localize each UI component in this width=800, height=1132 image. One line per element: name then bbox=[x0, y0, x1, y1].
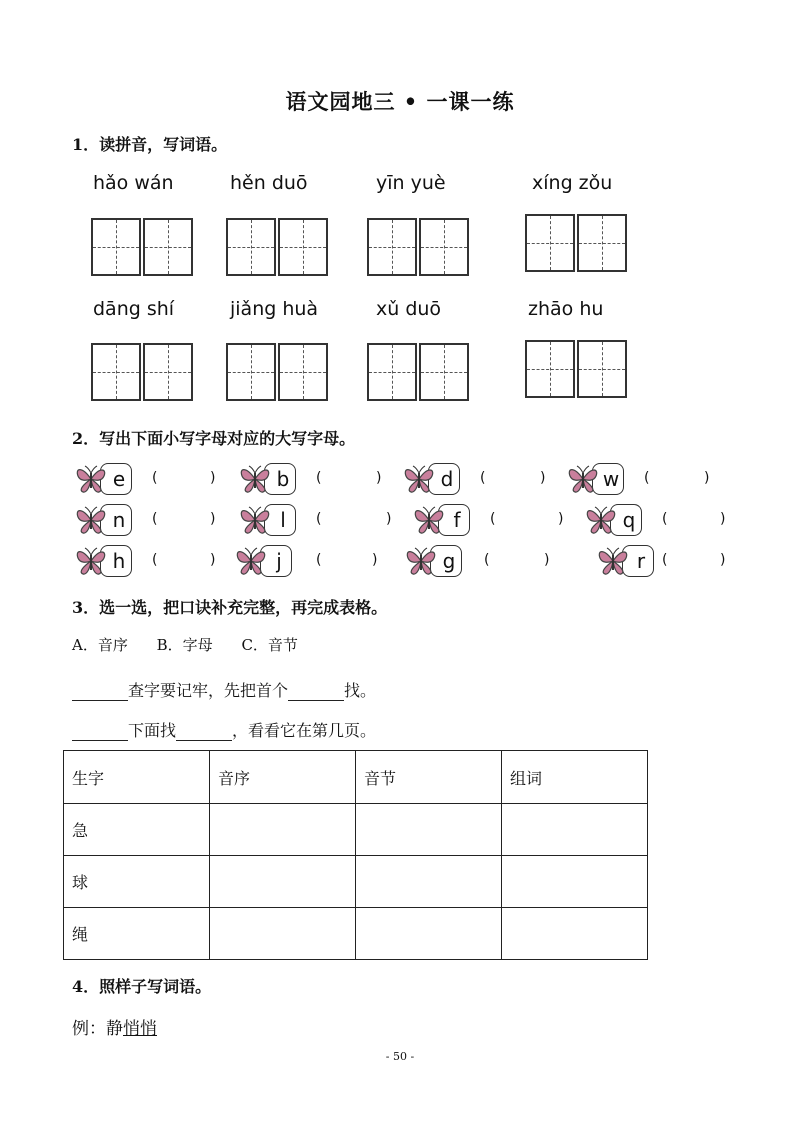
answer-blank-r[interactable] bbox=[670, 547, 718, 571]
lowercase-letter: l bbox=[264, 504, 296, 536]
letter-card-d bbox=[402, 463, 460, 495]
answer-open-paren: ( bbox=[152, 511, 158, 527]
butterfly-icon bbox=[74, 464, 108, 494]
letter-card-f bbox=[412, 504, 470, 536]
answer-close-paren: ) bbox=[704, 470, 710, 486]
option-b: B．字母 bbox=[156, 636, 213, 654]
writing-cell[interactable] bbox=[577, 214, 627, 272]
letter-card-l bbox=[238, 504, 296, 536]
q1-pinyin-4: xíng zǒu bbox=[532, 172, 613, 194]
lowercase-letter: n bbox=[100, 504, 132, 536]
q1-pinyin-6: jiǎng huà bbox=[230, 298, 319, 320]
rhyme-text-1a: 查字要记牢，先把首个 bbox=[128, 681, 289, 700]
writing-cell[interactable] bbox=[525, 214, 575, 272]
answer-open-paren: ( bbox=[484, 552, 490, 568]
table-row bbox=[64, 908, 648, 960]
q1-pinyin-2: hěn duō bbox=[230, 172, 308, 194]
q3-rhyme-line-2 bbox=[72, 718, 376, 741]
lowercase-letter: j bbox=[260, 545, 292, 577]
q1-writing-grid-4[interactable] bbox=[525, 214, 627, 272]
table-cell-input[interactable] bbox=[502, 804, 648, 856]
table-header: 音节 bbox=[356, 751, 502, 804]
letter-card-b bbox=[238, 463, 296, 495]
q3-options bbox=[72, 634, 322, 655]
q1-writing-grid-7[interactable] bbox=[367, 343, 469, 401]
page-title: 语文园地三 • 一课一练 bbox=[285, 89, 515, 114]
rhyme-blank-4[interactable] bbox=[176, 720, 232, 741]
q4-heading: 4．照样子写词语。 bbox=[72, 977, 212, 996]
q1-writing-grid-1[interactable] bbox=[91, 218, 193, 276]
letter-card-q bbox=[584, 504, 642, 536]
lowercase-letter: e bbox=[100, 463, 132, 495]
letter-card-n bbox=[74, 504, 132, 536]
writing-cell[interactable] bbox=[226, 343, 276, 401]
lowercase-letter: w bbox=[592, 463, 624, 495]
answer-close-paren: ) bbox=[386, 511, 392, 527]
table-cell-input[interactable] bbox=[502, 908, 648, 960]
answer-blank-e[interactable] bbox=[160, 465, 208, 489]
rhyme-text-2a: 下面找 bbox=[128, 721, 177, 740]
answer-open-paren: ( bbox=[490, 511, 496, 527]
table-cell-input[interactable] bbox=[356, 804, 502, 856]
lowercase-letter: h bbox=[100, 545, 132, 577]
letter-card-h bbox=[74, 545, 132, 577]
rhyme-blank-1[interactable] bbox=[72, 680, 128, 701]
q3-rhyme-line-1 bbox=[72, 678, 376, 701]
answer-open-paren: ( bbox=[480, 470, 486, 486]
q1-writing-grid-2[interactable] bbox=[226, 218, 328, 276]
table-cell-character: 球 bbox=[64, 856, 210, 908]
answer-blank-d[interactable] bbox=[488, 465, 538, 489]
butterfly-icon bbox=[412, 505, 446, 535]
butterfly-icon bbox=[596, 546, 630, 576]
answer-close-paren: ) bbox=[540, 470, 546, 486]
q1-pinyin-7: xǔ duō bbox=[376, 298, 442, 320]
writing-cell[interactable] bbox=[367, 218, 417, 276]
letter-card-j bbox=[234, 545, 292, 577]
answer-open-paren: ( bbox=[662, 511, 668, 527]
answer-open-paren: ( bbox=[662, 552, 668, 568]
letter-card-e bbox=[74, 463, 132, 495]
q1-writing-grid-5[interactable] bbox=[91, 343, 193, 401]
letter-card-w bbox=[566, 463, 624, 495]
writing-cell[interactable] bbox=[91, 218, 141, 276]
writing-cell[interactable] bbox=[525, 340, 575, 398]
q1-pinyin-1: hǎo wán bbox=[93, 172, 174, 194]
lowercase-letter: r bbox=[622, 545, 654, 577]
writing-cell[interactable] bbox=[419, 343, 469, 401]
answer-open-paren: ( bbox=[152, 552, 158, 568]
rhyme-blank-3[interactable] bbox=[72, 720, 128, 741]
q1-heading: 1．读拼音，写词语。 bbox=[72, 135, 228, 154]
table-cell-input[interactable] bbox=[210, 908, 356, 960]
butterfly-icon bbox=[74, 505, 108, 535]
answer-close-paren: ) bbox=[210, 511, 216, 527]
table-cell-character: 绳 bbox=[64, 908, 210, 960]
butterfly-icon bbox=[402, 464, 436, 494]
q2-heading: 2．写出下面小写字母对应的大写字母。 bbox=[72, 429, 356, 448]
answer-close-paren: ) bbox=[372, 552, 378, 568]
example-plain: 静 bbox=[106, 1019, 123, 1039]
lowercase-letter: d bbox=[428, 463, 460, 495]
table-cell-input[interactable] bbox=[502, 856, 648, 908]
lowercase-letter: q bbox=[610, 504, 642, 536]
answer-blank-f[interactable] bbox=[498, 506, 556, 530]
butterfly-icon bbox=[238, 505, 272, 535]
table-header: 音序 bbox=[210, 751, 356, 804]
table-cell-input[interactable] bbox=[210, 804, 356, 856]
writing-cell[interactable] bbox=[278, 343, 328, 401]
answer-blank-b[interactable] bbox=[324, 465, 374, 489]
answer-close-paren: ) bbox=[376, 470, 382, 486]
lowercase-letter: b bbox=[264, 463, 296, 495]
answer-blank-j[interactable] bbox=[324, 547, 370, 571]
table-header: 组词 bbox=[502, 751, 648, 804]
q1-writing-grid-8[interactable] bbox=[525, 340, 627, 398]
q1-pinyin-8: zhāo hu bbox=[528, 298, 604, 320]
option-c: C．音节 bbox=[241, 636, 298, 654]
writing-cell[interactable] bbox=[367, 343, 417, 401]
butterfly-icon bbox=[566, 464, 600, 494]
writing-cell[interactable] bbox=[143, 343, 193, 401]
option-a: A．音序 bbox=[72, 636, 128, 654]
table-cell-character: 急 bbox=[64, 804, 210, 856]
answer-close-paren: ) bbox=[210, 552, 216, 568]
answer-open-paren: ( bbox=[316, 470, 322, 486]
answer-open-paren: ( bbox=[152, 470, 158, 486]
character-table bbox=[63, 750, 648, 960]
answer-open-paren: ( bbox=[644, 470, 650, 486]
writing-cell[interactable] bbox=[419, 218, 469, 276]
lowercase-letter: g bbox=[430, 545, 462, 577]
answer-close-paren: ) bbox=[544, 552, 550, 568]
q1-pinyin-5: dāng shí bbox=[93, 298, 175, 320]
writing-cell[interactable] bbox=[91, 343, 141, 401]
table-cell-input[interactable] bbox=[356, 856, 502, 908]
q1-pinyin-3: yīn yuè bbox=[376, 172, 446, 194]
q3-heading: 3．选一选，把口诀补充完整，再完成表格。 bbox=[72, 598, 388, 617]
answer-blank-g[interactable] bbox=[492, 547, 542, 571]
table-cell-input[interactable] bbox=[356, 908, 502, 960]
answer-blank-n[interactable] bbox=[160, 506, 208, 530]
rhyme-text-1b: 找。 bbox=[344, 681, 377, 700]
lowercase-letter: f bbox=[438, 504, 470, 536]
answer-blank-q[interactable] bbox=[670, 506, 718, 530]
answer-close-paren: ) bbox=[720, 552, 726, 568]
table-row bbox=[64, 804, 648, 856]
example-label: 例： bbox=[72, 1019, 106, 1039]
example-underlined: 悄悄 bbox=[123, 1019, 157, 1039]
answer-blank-l[interactable] bbox=[324, 506, 384, 530]
butterfly-icon bbox=[584, 505, 618, 535]
answer-close-paren: ) bbox=[210, 470, 216, 486]
answer-blank-h[interactable] bbox=[160, 547, 208, 571]
writing-cell[interactable] bbox=[577, 340, 627, 398]
answer-close-paren: ) bbox=[720, 511, 726, 527]
butterfly-icon bbox=[74, 546, 108, 576]
answer-open-paren: ( bbox=[316, 552, 322, 568]
table-row bbox=[64, 856, 648, 908]
table-header: 生字 bbox=[64, 751, 210, 804]
writing-cell[interactable] bbox=[143, 218, 193, 276]
answer-open-paren: ( bbox=[316, 511, 322, 527]
q4-example bbox=[72, 1014, 157, 1039]
writing-cell[interactable] bbox=[226, 218, 276, 276]
q1-writing-grid-6[interactable] bbox=[226, 343, 328, 401]
table-header-row bbox=[64, 751, 648, 804]
writing-cell[interactable] bbox=[278, 218, 328, 276]
answer-blank-w[interactable] bbox=[652, 465, 702, 489]
letter-card-g bbox=[404, 545, 462, 577]
page-number: - 50 - bbox=[385, 1050, 415, 1063]
butterfly-icon bbox=[404, 546, 438, 576]
letter-card-r bbox=[596, 545, 654, 577]
butterfly-icon bbox=[234, 546, 268, 576]
q1-writing-grid-3[interactable] bbox=[367, 218, 469, 276]
table-cell-input[interactable] bbox=[210, 856, 356, 908]
butterfly-icon bbox=[238, 464, 272, 494]
rhyme-blank-2[interactable] bbox=[288, 680, 344, 701]
rhyme-text-2b: ，看看它在第几页。 bbox=[232, 721, 377, 740]
answer-close-paren: ) bbox=[558, 511, 564, 527]
